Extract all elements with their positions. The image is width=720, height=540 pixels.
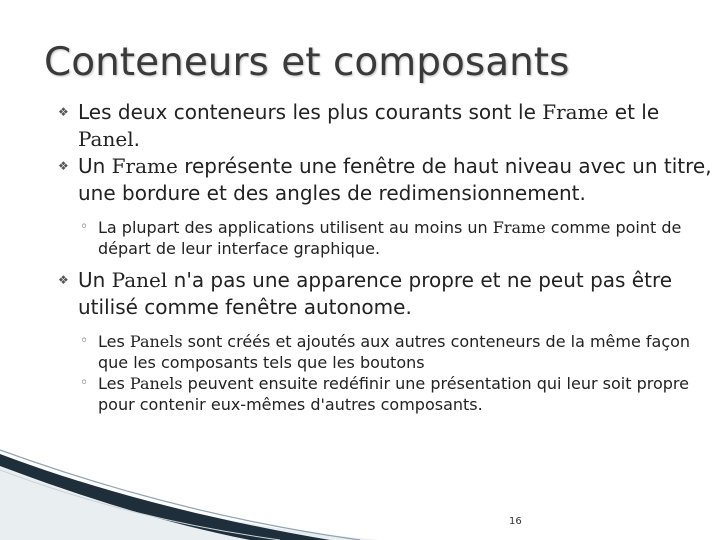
- bullet-icon: ❖: [58, 273, 69, 287]
- bullet-icon: ❖: [58, 159, 69, 173]
- circle-bullet-icon: ◦: [80, 375, 89, 391]
- sub-bullet-item: [58, 373, 718, 415]
- sub-bullet-item: [58, 217, 718, 259]
- code-term: Panels: [129, 332, 183, 351]
- slide-body: [58, 99, 718, 415]
- bullet-item: [58, 267, 718, 321]
- bullet-text: et le: [608, 100, 660, 124]
- circle-bullet-icon: ◦: [80, 219, 89, 235]
- bullet-text: .: [133, 127, 140, 151]
- sub-bullet-text: Les: [98, 374, 130, 393]
- page-number: 16: [509, 516, 522, 527]
- sub-bullet-text: sont créés et ajoutés aux autres conteneurs de la même façon que les composants tels que les boutons: [98, 332, 691, 372]
- bullet-text: n'a pas une apparence propre et ne peut pas être utilisé comme fenêtre autonome.: [78, 268, 673, 319]
- code-term: Frame: [111, 154, 178, 178]
- sub-bullet-text: Les: [98, 332, 130, 351]
- bullet-text: Un: [78, 154, 112, 178]
- bullet-text: Un: [78, 268, 112, 292]
- circle-bullet-icon: ◦: [80, 333, 89, 349]
- decorative-swoosh: [0, 440, 720, 540]
- bullet-item: [58, 153, 718, 207]
- bullet-icon: ❖: [58, 105, 69, 119]
- bullet-text: représente une fenêtre de haut niveau avec un titre, une bordure et des angles de redimensionnement.: [78, 154, 712, 205]
- sub-bullet-text: peuvent ensuite redéfinir une présentation qui leur soit propre pour contenir eux-mêmes d'autres composants.: [98, 374, 689, 414]
- bullet-item: [58, 99, 718, 153]
- bullet-text: Les deux conteneurs les plus courants sont le: [78, 100, 543, 124]
- sub-bullet-text: comme point de départ de leur interface graphique.: [98, 218, 682, 258]
- sub-bullet-item: [58, 331, 718, 373]
- code-term: Frame: [542, 100, 609, 124]
- sub-bullet-text: La plupart des applications utilisent au moins un: [98, 218, 493, 237]
- code-term: Frame: [492, 218, 546, 237]
- slide-title: Conteneurs et composants: [44, 40, 570, 85]
- code-term: Panel: [78, 127, 134, 151]
- code-term: Panel: [111, 268, 168, 292]
- code-term: Panels: [129, 374, 183, 393]
